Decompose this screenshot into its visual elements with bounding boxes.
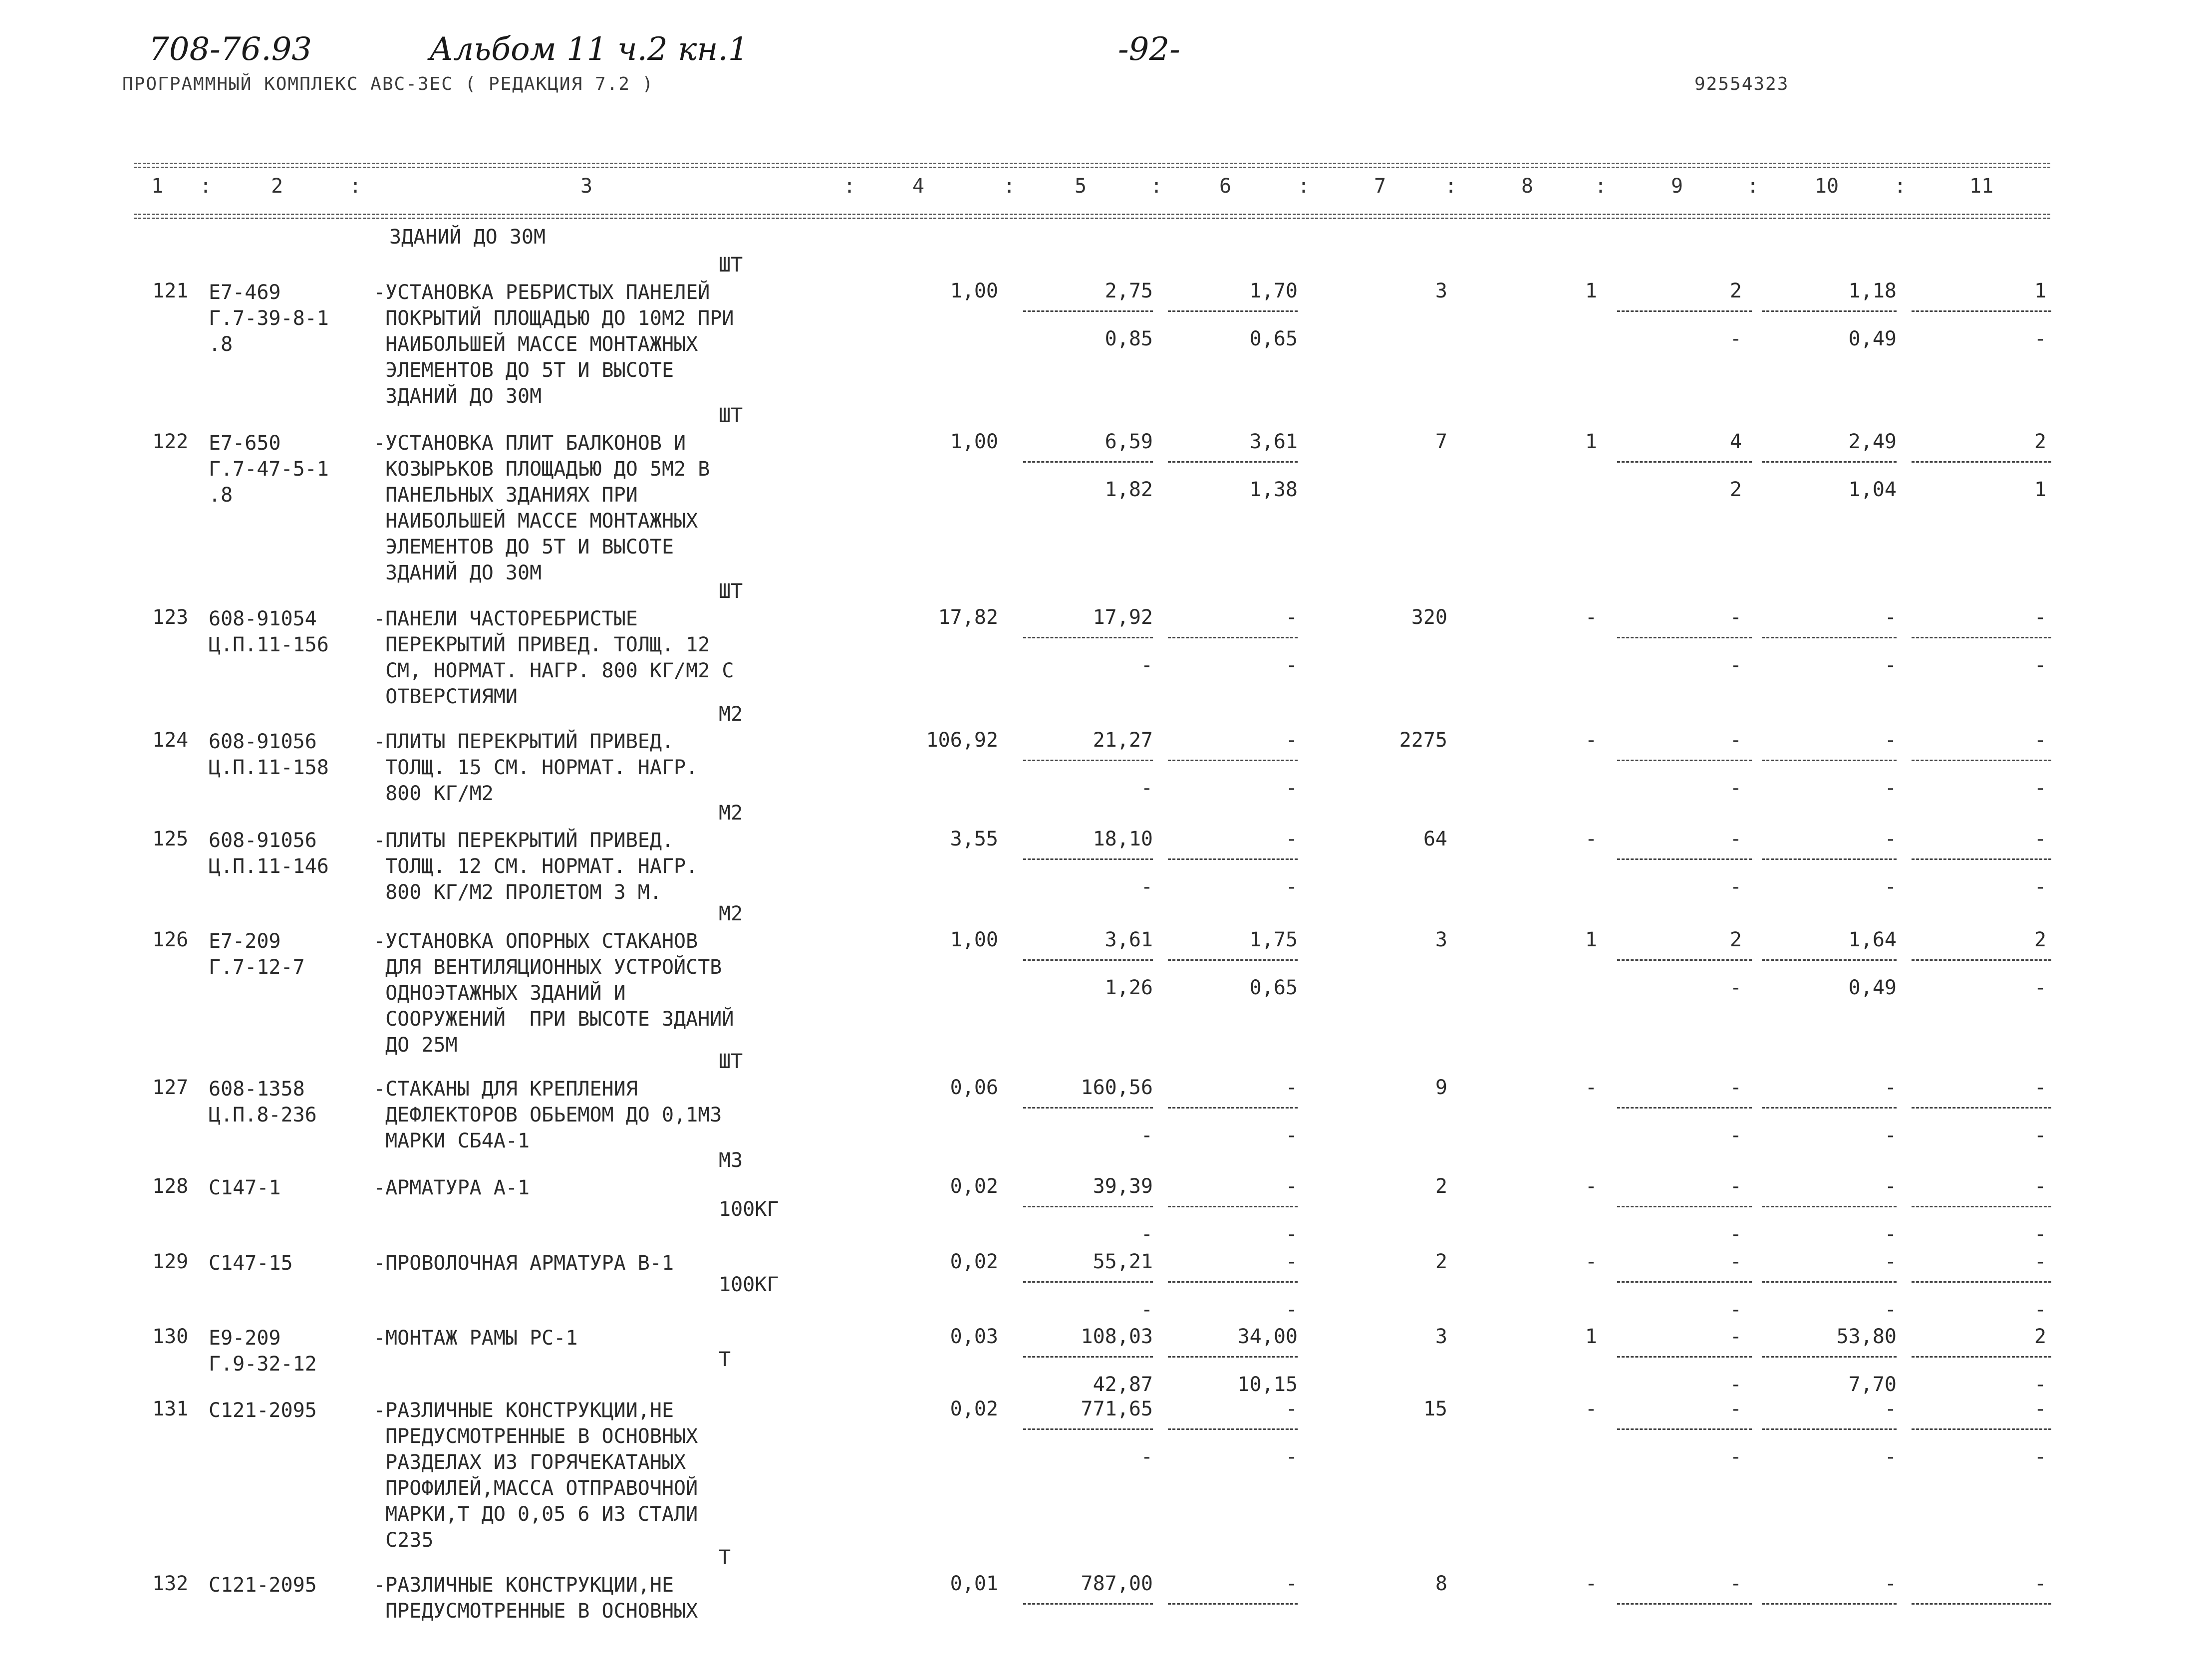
work-description: -РАЗЛИЧНЫЕ КОНСТРУКЦИИ,НЕ ПРЕДУСМОТРЕННЫЕ В ОСНОВНЫХ	[373, 1574, 698, 1623]
total-cost-cell: 3	[1435, 280, 1447, 302]
col9-sub-cell: 2	[1729, 478, 1742, 501]
col9-cell: -	[1729, 1175, 1742, 1198]
column-number: 4	[912, 175, 925, 198]
divider-line	[1023, 1206, 1153, 1207]
work-description: -РАЗЛИЧНЫЕ КОНСТРУКЦИИ,НЕ ПРЕДУСМОТРЕННЫЕ В ОСНОВНЫХ РАЗДЕЛАХ ИЗ ГОРЯЧЕКАТАНЫХ ПРОФИЛЕЙ,МАССА ОТПРАВОЧНОЙ МАРКИ,Т ДО 0,05 6 ИЗ СТАЛИ С235	[373, 1399, 698, 1552]
machine-cost-sub-cell: -	[1285, 777, 1298, 800]
norm-code: С121-2095	[209, 1399, 317, 1422]
work-description: -ПЛИТЫ ПЕРЕКРЫТИЙ ПРИВЕД. ТОЛЩ. 15 СМ. НОРМАТ. НАГР. 800 КГ/М2	[373, 730, 698, 805]
machine-cost-cell: -	[1285, 828, 1298, 850]
col9-sub-cell: -	[1729, 1445, 1742, 1468]
norm-code: Е7-209 Г.7-12-7	[209, 930, 305, 979]
machine-cost-sub-cell: -	[1285, 654, 1298, 677]
unit-label: 100КГ	[719, 1273, 779, 1296]
unit-label: М3	[719, 1149, 743, 1172]
divider-line	[1023, 1603, 1153, 1605]
col11-sub-cell: -	[2034, 327, 2046, 350]
handwritten-album: Альбом 11 ч.2 кн.1	[429, 31, 749, 68]
norm-code: С147-1	[209, 1176, 281, 1199]
divider-line	[1912, 959, 2051, 961]
col10-cell: 2,49	[1848, 430, 1897, 453]
col8-cell: -	[1585, 606, 1597, 629]
col10-cell: -	[1884, 1076, 1897, 1099]
divider-line	[1762, 1281, 1897, 1283]
machine-cost-sub-cell: 0,65	[1249, 327, 1298, 350]
header-separator-top-2	[134, 167, 2050, 168]
quantity-cell: 1,00	[950, 928, 998, 951]
column-separator: :	[1445, 175, 1457, 198]
col10-sub-cell: 7,70	[1848, 1373, 1897, 1396]
total-cost-cell: 8	[1435, 1572, 1447, 1595]
quantity-cell: 1,00	[950, 430, 998, 453]
unit-cost-sub-cell: 1,26	[1105, 976, 1153, 999]
col9-cell: -	[1729, 1572, 1742, 1595]
total-cost-cell: 2	[1435, 1250, 1447, 1273]
col9-cell: -	[1729, 1250, 1742, 1273]
divider-line	[1762, 310, 1897, 312]
col11-cell: 2	[2034, 1325, 2046, 1348]
quantity-cell: 3,55	[950, 828, 998, 850]
column-separator: :	[1894, 175, 1907, 198]
unit-cost-sub-cell: 1,82	[1105, 478, 1153, 501]
machine-cost-cell: -	[1285, 729, 1298, 752]
column-separator: :	[1150, 175, 1163, 198]
row-number: 123	[152, 606, 189, 629]
unit-cost-sub-cell: -	[1140, 777, 1153, 800]
col9-cell: -	[1729, 1325, 1742, 1348]
divider-line	[1617, 310, 1752, 312]
column-separator: :	[843, 175, 856, 198]
unit-cost-sub-cell: -	[1140, 1124, 1153, 1147]
col10-cell: -	[1884, 1250, 1897, 1273]
col10-sub-cell: 0,49	[1848, 327, 1897, 350]
col9-sub-cell: -	[1729, 1223, 1742, 1246]
col11-sub-cell: -	[2034, 875, 2046, 898]
machine-cost-cell: -	[1285, 1398, 1298, 1420]
unit-cost-sub-cell: -	[1140, 875, 1153, 898]
header-separator-bottom-2	[134, 218, 2050, 219]
col11-cell: -	[2034, 729, 2046, 752]
row-number: 122	[152, 430, 189, 453]
row-number: 129	[152, 1250, 189, 1273]
col8-cell: -	[1585, 1398, 1597, 1420]
machine-cost-cell: 1,75	[1249, 928, 1298, 951]
column-number: 7	[1374, 175, 1386, 198]
col11-cell: -	[2034, 606, 2046, 629]
col9-cell: -	[1729, 1398, 1742, 1420]
col8-cell: -	[1585, 1572, 1597, 1595]
col10-sub-cell: -	[1884, 1298, 1897, 1321]
work-description: -ПЛИТЫ ПЕРЕКРЫТИЙ ПРИВЕД. ТОЛЩ. 12 СМ. НОРМАТ. НАГР. 800 КГ/М2 ПРОЛЕТОМ 3 М.	[373, 829, 698, 904]
machine-cost-sub-cell: -	[1285, 875, 1298, 898]
divider-line	[1023, 1281, 1153, 1283]
col9-sub-cell: -	[1729, 1298, 1742, 1321]
col10-sub-cell: 0,49	[1848, 976, 1897, 999]
unit-label: М2	[719, 802, 743, 825]
total-cost-cell: 64	[1423, 828, 1447, 850]
col10-sub-cell: -	[1884, 777, 1897, 800]
total-cost-cell: 2	[1435, 1175, 1447, 1198]
col11-cell: -	[2034, 828, 2046, 850]
machine-cost-cell: -	[1285, 1175, 1298, 1198]
machine-cost-cell: -	[1285, 1250, 1298, 1273]
divider-line	[1023, 461, 1153, 463]
machine-cost-cell: 3,61	[1249, 430, 1298, 453]
col11-sub-cell: -	[2034, 1445, 2046, 1468]
column-separator: :	[1298, 175, 1310, 198]
work-description: -СТАКАНЫ ДЛЯ КРЕПЛЕНИЯ ДЕФЛЕКТОРОВ ОБЬЕМОМ ДО 0,1М3 МАРКИ СБ4А-1	[373, 1078, 722, 1152]
unit-label: М2	[719, 703, 743, 726]
column-separator: :	[349, 175, 362, 198]
unit-label: М2	[719, 902, 743, 925]
divider-line	[1168, 1281, 1298, 1283]
norm-code: 608-1358 Ц.П.8-236	[209, 1078, 317, 1126]
table-row	[0, 1325, 2210, 1396]
col11-sub-cell: -	[2034, 1223, 2046, 1246]
col11-sub-cell: -	[2034, 1124, 2046, 1147]
col10-cell: -	[1884, 729, 1897, 752]
col10-cell: -	[1884, 1175, 1897, 1198]
machine-cost-cell: -	[1285, 1076, 1298, 1099]
col11-cell: 2	[2034, 430, 2046, 453]
machine-cost-cell: 34,00	[1237, 1325, 1298, 1348]
col8-cell: -	[1585, 1076, 1597, 1099]
unit-cost-cell: 17,92	[1093, 606, 1153, 629]
divider-line	[1168, 637, 1298, 638]
divider-line	[1912, 760, 2051, 761]
quantity-cell: 1,00	[950, 280, 998, 302]
column-number: 11	[1969, 175, 1994, 198]
handwritten-code: 708-76.93	[149, 31, 312, 68]
machine-cost-cell: -	[1285, 1572, 1298, 1595]
col11-sub-cell: -	[2034, 976, 2046, 999]
divider-line	[1617, 1603, 1752, 1605]
col10-cell: -	[1884, 1572, 1897, 1595]
table-row	[0, 1546, 2210, 1623]
total-cost-cell: 3	[1435, 928, 1447, 951]
machine-cost-sub-cell: -	[1285, 1298, 1298, 1321]
col11-sub-cell: -	[2034, 1373, 2046, 1396]
col11-cell: 1	[2034, 280, 2046, 302]
quantity-cell: 0,03	[950, 1325, 998, 1348]
col11-cell: -	[2034, 1076, 2046, 1099]
col11-sub-cell: 1	[2034, 478, 2046, 501]
column-number: 2	[271, 175, 283, 198]
total-cost-cell: 7	[1435, 430, 1447, 453]
handwritten-page-number: -92-	[1118, 31, 1180, 68]
machine-cost-sub-cell: 0,65	[1249, 976, 1298, 999]
divider-line	[1762, 858, 1897, 860]
total-cost-cell: 3	[1435, 1325, 1447, 1348]
column-number: 5	[1074, 175, 1087, 198]
col9-sub-cell: -	[1729, 327, 1742, 350]
total-cost-cell: 320	[1411, 606, 1447, 629]
unit-cost-cell: 3,61	[1105, 928, 1153, 951]
col10-sub-cell: -	[1884, 654, 1897, 677]
table-row	[0, 1050, 2210, 1152]
divider-line	[1023, 1107, 1153, 1109]
col8-cell: -	[1585, 1250, 1597, 1273]
divider-line	[1762, 1603, 1897, 1605]
quantity-cell: 0,02	[950, 1175, 998, 1198]
unit-label: Т	[719, 1546, 731, 1569]
divider-line	[1912, 1107, 2051, 1109]
unit-cost-sub-cell: -	[1140, 1223, 1153, 1246]
unit-cost-cell: 6,59	[1105, 430, 1153, 453]
divider-line	[1617, 1428, 1752, 1430]
unit-label: ШТ	[719, 404, 743, 427]
previous-entry-tail: ЗДАНИЙ ДО 30М	[389, 226, 546, 249]
machine-cost-sub-cell: -	[1285, 1124, 1298, 1147]
unit-label: 100КГ	[719, 1198, 779, 1221]
divider-line	[1912, 637, 2051, 638]
row-number: 130	[152, 1325, 189, 1348]
col10-sub-cell: -	[1884, 1223, 1897, 1246]
col10-cell: -	[1884, 606, 1897, 629]
column-separator: :	[1595, 175, 1607, 198]
divider-line	[1023, 858, 1153, 860]
col10-cell: -	[1884, 1398, 1897, 1420]
divider-line	[1617, 461, 1752, 463]
col8-cell: -	[1585, 828, 1597, 850]
col10-sub-cell: 1,04	[1848, 478, 1897, 501]
divider-line	[1912, 1603, 2051, 1605]
norm-code: 608-91056 Ц.П.11-158	[209, 730, 329, 779]
row-number: 132	[152, 1572, 189, 1595]
unit-label: ШТ	[719, 580, 743, 603]
divider-line	[1762, 637, 1897, 638]
col11-sub-cell: -	[2034, 1298, 2046, 1321]
program-header: ПРОГРАММНЫЙ КОМПЛЕКС АВС-3ЕС ( РЕДАКЦИЯ 7.2 )	[122, 74, 654, 94]
divider-line	[1912, 1206, 2051, 1207]
unit-label: Т	[719, 1348, 731, 1371]
row-number: 131	[152, 1398, 189, 1420]
header-separator-top	[134, 163, 2050, 164]
col11-cell: -	[2034, 1175, 2046, 1198]
divider-line	[1168, 858, 1298, 860]
machine-cost-sub-cell: 10,15	[1237, 1373, 1298, 1396]
col9-cell: -	[1729, 1076, 1742, 1099]
machine-cost-sub-cell: -	[1285, 1223, 1298, 1246]
work-description: -УСТАНОВКА ОПОРНЫХ СТАКАНОВ ДЛЯ ВЕНТИЛЯЦИОННЫХ УСТРОЙСТВ ОДНОЭТАЖНЫХ ЗДАНИЙ И СООРУЖЕНИЙ ПРИ ВЫСОТЕ ЗДАНИЙ ДО 25М	[373, 930, 734, 1057]
col10-cell: -	[1884, 828, 1897, 850]
column-separator: :	[200, 175, 212, 198]
header-separator-bottom	[134, 214, 2050, 215]
divider-line	[1023, 959, 1153, 961]
divider-line	[1168, 310, 1298, 312]
divider-line	[1023, 637, 1153, 638]
col10-sub-cell: -	[1884, 1445, 1897, 1468]
quantity-cell: 0,06	[950, 1076, 998, 1099]
col9-sub-cell: -	[1729, 1124, 1742, 1147]
unit-cost-cell: 787,00	[1081, 1572, 1153, 1595]
divider-line	[1023, 1356, 1153, 1358]
divider-line	[1762, 1428, 1897, 1430]
divider-line	[1912, 1428, 2051, 1430]
norm-code: Е7-469 Г.7-39-8-1 .8	[209, 281, 329, 356]
row-number: 126	[152, 928, 189, 951]
divider-line	[1617, 1107, 1752, 1109]
unit-cost-sub-cell: -	[1140, 654, 1153, 677]
col11-cell: -	[2034, 1250, 2046, 1273]
table-row	[0, 1250, 2210, 1321]
divider-line	[1617, 1281, 1752, 1283]
quantity-cell: 106,92	[926, 729, 998, 752]
quantity-cell: 17,82	[938, 606, 998, 629]
unit-label: ШТ	[719, 1050, 743, 1073]
unit-cost-cell: 108,03	[1081, 1325, 1153, 1348]
unit-label: ШТ	[719, 254, 743, 277]
divider-line	[1023, 1428, 1153, 1430]
divider-line	[1617, 959, 1752, 961]
unit-cost-sub-cell: -	[1140, 1298, 1153, 1321]
total-cost-cell: 2275	[1399, 729, 1447, 752]
unit-cost-cell: 39,39	[1093, 1175, 1153, 1198]
work-description: -УСТАНОВКА ПЛИТ БАЛКОНОВ И КОЗЫРЬКОВ ПЛОЩАДЬЮ ДО 5М2 В ПАНЕЛЬНЫХ ЗДАНИЯХ ПРИ НАИБОЛЬШЕЙ МАССЕ МОНТАЖНЫХ ЭЛЕМЕНТОВ ДО 5Т И ВЫСОТЕ ЗДАНИЙ ДО 30М	[373, 432, 710, 584]
column-number: 9	[1670, 175, 1683, 198]
col8-cell: -	[1585, 1175, 1597, 1198]
divider-line	[1168, 1603, 1298, 1605]
col9-sub-cell: -	[1729, 976, 1742, 999]
divider-line	[1762, 461, 1897, 463]
col8-cell: 1	[1585, 928, 1597, 951]
total-cost-cell: 15	[1423, 1398, 1447, 1420]
divider-line	[1617, 858, 1752, 860]
table-row	[0, 404, 2210, 584]
divider-line	[1617, 1206, 1752, 1207]
work-description: -ПАНЕЛИ ЧАСТОРЕБРИСТЫЕ ПЕРЕКРЫТИЙ ПРИВЕД. ТОЛЩ. 12 СМ, НОРМАТ. НАГР. 800 КГ/М2 С ОТВЕРСТИЯМИ	[373, 607, 734, 708]
work-description: -УСТАНОВКА РЕБРИСТЫХ ПАНЕЛЕЙ ПОКРЫТИЙ ПЛОЩАДЬЮ ДО 10М2 ПРИ НАИБОЛЬШЕЙ МАССЕ МОНТАЖНЫХ ЭЛЕМЕНТОВ ДО 5Т И ВЫСОТЕ ЗДАНИЙ ДО 30М	[373, 281, 734, 408]
col9-sub-cell: -	[1729, 654, 1742, 677]
quantity-cell: 0,02	[950, 1398, 998, 1420]
work-description: -МОНТАЖ РАМЫ РС-1	[373, 1327, 578, 1350]
col10-sub-cell: -	[1884, 875, 1897, 898]
norm-code: Е7-650 Г.7-47-5-1 .8	[209, 432, 329, 507]
table-row	[0, 902, 2210, 1057]
quantity-cell: 0,02	[950, 1250, 998, 1273]
column-number: 8	[1521, 175, 1534, 198]
divider-line	[1912, 310, 2051, 312]
divider-line	[1912, 1281, 2051, 1283]
column-separator: :	[1003, 175, 1016, 198]
norm-code: 608-91054 Ц.П.11-156	[209, 607, 329, 656]
col8-cell: -	[1585, 729, 1597, 752]
norm-code: С121-2095	[209, 1574, 317, 1597]
divider-line	[1912, 461, 2051, 463]
row-number: 128	[152, 1175, 189, 1198]
divider-line	[1023, 760, 1153, 761]
work-description: -ПРОВОЛОЧНАЯ АРМАТУРА В-1	[373, 1252, 674, 1275]
machine-cost-cell: -	[1285, 606, 1298, 629]
col11-sub-cell: -	[2034, 654, 2046, 677]
col9-cell: 4	[1729, 430, 1742, 453]
col10-sub-cell: -	[1884, 1124, 1897, 1147]
divider-line	[1762, 1206, 1897, 1207]
col10-cell: 1,64	[1848, 928, 1897, 951]
row-number: 125	[152, 828, 189, 850]
work-description: -АРМАТУРА А-1	[373, 1176, 530, 1199]
col9-sub-cell: -	[1729, 1373, 1742, 1396]
row-number: 121	[152, 280, 189, 302]
divider-line	[1762, 1107, 1897, 1109]
column-number: 1	[151, 175, 164, 198]
divider-line	[1168, 461, 1298, 463]
divider-line	[1168, 1107, 1298, 1109]
col9-cell: -	[1729, 606, 1742, 629]
column-separator: :	[1747, 175, 1759, 198]
col11-sub-cell: -	[2034, 777, 2046, 800]
machine-cost-sub-cell: -	[1285, 1445, 1298, 1468]
divider-line	[1912, 858, 2051, 860]
divider-line	[1762, 760, 1897, 761]
column-number: 3	[580, 175, 593, 198]
norm-code: С147-15	[209, 1252, 293, 1275]
col9-sub-cell: -	[1729, 777, 1742, 800]
divider-line	[1617, 637, 1752, 638]
unit-cost-cell: 21,27	[1093, 729, 1153, 752]
col11-cell: -	[2034, 1572, 2046, 1595]
divider-line	[1617, 1356, 1752, 1358]
unit-cost-cell: 55,21	[1093, 1250, 1153, 1273]
unit-cost-sub-cell: 42,87	[1093, 1373, 1153, 1396]
divider-line	[1168, 1356, 1298, 1358]
col8-cell: 1	[1585, 280, 1597, 302]
col9-cell: -	[1729, 828, 1742, 850]
col9-cell: -	[1729, 729, 1742, 752]
row-number: 127	[152, 1076, 189, 1099]
column-number: 10	[1814, 175, 1839, 198]
divider-line	[1168, 1428, 1298, 1430]
col9-cell: 2	[1729, 280, 1742, 302]
col11-cell: -	[2034, 1398, 2046, 1420]
total-cost-cell: 9	[1435, 1076, 1447, 1099]
document-id: 92554323	[1694, 74, 1789, 94]
unit-cost-cell: 771,65	[1081, 1398, 1153, 1420]
unit-cost-sub-cell: -	[1140, 1445, 1153, 1468]
col9-cell: 2	[1729, 928, 1742, 951]
col9-sub-cell: -	[1729, 875, 1742, 898]
col8-cell: 1	[1585, 430, 1597, 453]
divider-line	[1762, 1356, 1897, 1358]
row-number: 124	[152, 729, 189, 752]
machine-cost-sub-cell: 1,38	[1249, 478, 1298, 501]
unit-cost-cell: 18,10	[1093, 828, 1153, 850]
col10-cell: 53,80	[1836, 1325, 1897, 1348]
divider-line	[1168, 760, 1298, 761]
unit-cost-sub-cell: 0,85	[1105, 327, 1153, 350]
divider-line	[1168, 959, 1298, 961]
machine-cost-cell: 1,70	[1249, 280, 1298, 302]
col11-cell: 2	[2034, 928, 2046, 951]
column-number: 6	[1219, 175, 1232, 198]
unit-cost-cell: 160,56	[1081, 1076, 1153, 1099]
norm-code: Е9-209 Г.9-32-12	[209, 1327, 317, 1376]
divider-line	[1617, 760, 1752, 761]
divider-line	[1912, 1356, 2051, 1358]
divider-line	[1762, 959, 1897, 961]
quantity-cell: 0,01	[950, 1572, 998, 1595]
col10-cell: 1,18	[1848, 280, 1897, 302]
norm-code: 608-91056 Ц.П.11-146	[209, 829, 329, 878]
divider-line	[1023, 310, 1153, 312]
col8-cell: 1	[1585, 1325, 1597, 1348]
divider-line	[1168, 1206, 1298, 1207]
unit-cost-cell: 2,75	[1105, 280, 1153, 302]
